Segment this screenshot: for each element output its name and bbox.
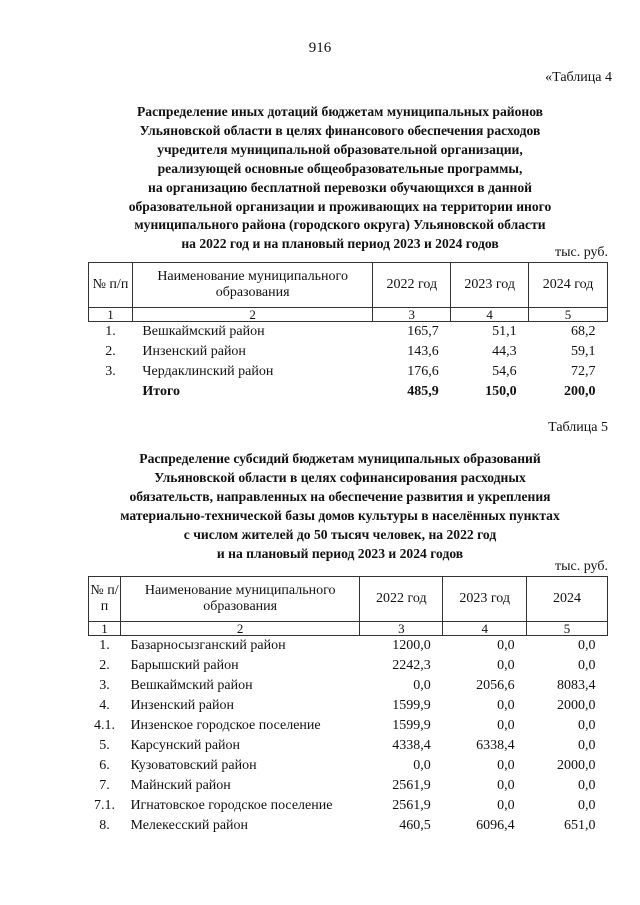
cell: 72,7 [571,364,596,379]
cell: 5. [99,738,110,753]
table4-unit: тыс. руб. [555,245,608,260]
cell: 2022 год [373,263,451,308]
cell: Базарносызганский район [130,638,286,653]
cell: 2056,6 [476,678,515,693]
cell: 2. [105,344,116,359]
cell: 5 [529,308,608,322]
cell: 8. [99,818,110,833]
title-line: образовательной организации и проживающих на территории иного [128,198,552,214]
cell: 2 [120,622,359,636]
table-row [89,796,608,816]
table5-title [90,450,590,563]
cell: Игнатовское городское поселение [130,798,333,813]
table-row [89,776,608,796]
cell: 2561,9 [392,798,431,813]
table4-label: «Таблица 4 [545,70,612,85]
cell: 0,0 [578,658,596,673]
title-line: реализующей основные общеобразовательные программы, [157,160,523,176]
cell: 4 [443,622,527,636]
title-line: на организацию бесплатной перевозки обучающихся в данной [148,179,532,195]
column-number-row [89,308,608,322]
cell: 3 [360,622,443,636]
cell: 165,7 [407,324,439,339]
cell: 6096,4 [476,818,515,833]
cell: 1. [99,638,110,653]
cell: 0,0 [578,778,596,793]
cell: 0,0 [497,718,515,733]
cell: 4 [451,308,529,322]
cell: Инзенский район [130,698,234,713]
cell: 200,0 [564,384,596,399]
cell: Чердаклинский район [142,364,274,379]
cell: 54,6 [492,364,517,379]
cell: Наименование муниципального образования [120,577,359,622]
table-row [89,716,608,736]
table4-title [90,103,590,254]
table-row [89,736,608,756]
cell: 150,0 [485,384,517,399]
cell: 2024 год [529,263,608,308]
cell: 2 [132,308,372,322]
cell: Кузоватовский район [130,758,257,773]
title-line: Ульяновской области в целях софинансирования расходных [154,469,526,485]
cell: 0,0 [413,678,431,693]
header-row [89,263,608,308]
cell: Вешкаймский район [142,324,265,339]
cell: 2024 [527,577,608,622]
table5-unit: тыс. руб. [555,559,608,574]
title-line: обязательств, направленных на обеспечение развития и укрепления [129,488,551,504]
cell: 6338,4 [476,738,515,753]
cell: 0,0 [578,718,596,733]
cell: 0,0 [578,738,596,753]
cell: 1200,0 [392,638,431,653]
total-row [89,382,608,402]
cell: 3. [99,678,110,693]
cell: 2023 год [451,263,529,308]
cell: 0,0 [497,698,515,713]
cell: 1. [105,324,116,339]
column-number-row [89,622,608,636]
title-line: и на плановый период 2023 и 2024 годов [216,545,464,561]
table-row [89,756,608,776]
cell: 2023 год [443,577,527,622]
header-row [89,577,608,622]
cell [89,382,133,402]
cell: 460,5 [399,818,431,833]
cell: 7. [99,778,110,793]
cell: 5 [527,622,608,636]
table-row [89,656,608,676]
cell: 1599,9 [392,698,431,713]
table-row [89,676,608,696]
cell: 6. [99,758,110,773]
table-row [89,362,608,382]
cell: 3. [105,364,116,379]
cell: 4. [99,698,110,713]
cell: 2561,9 [392,778,431,793]
cell: 4338,4 [392,738,431,753]
cell: 2022 год [360,577,443,622]
cell: 0,0 [497,798,515,813]
cell: 2000,0 [557,698,596,713]
cell: 59,1 [571,344,596,359]
cell: Инзенское городское поселение [130,718,321,733]
cell: Наименование муниципального образования [132,263,372,308]
cell: № п/п [89,263,133,308]
cell: 4.1. [93,718,115,733]
table4 [88,262,608,402]
cell: 143,6 [407,344,439,359]
cell: Карсунский район [130,738,241,753]
cell: Инзенский район [142,344,246,359]
table-row [89,342,608,362]
cell: 8083,4 [557,678,596,693]
cell: 2242,3 [392,658,431,673]
title-line: Ульяновской области в целях финансового обеспечения расходов [139,122,541,138]
title-line: Распределение субсидий бюджетам муниципальных образований [139,451,541,466]
cell: 1599,9 [392,718,431,733]
table-row [89,636,608,657]
cell: 0,0 [497,758,515,773]
table5 [88,576,608,836]
cell: 0,0 [578,638,596,653]
cell: 2. [99,658,110,673]
cell: Мелекесский район [130,818,249,833]
cell: 68,2 [571,324,596,339]
cell: 3 [373,308,451,322]
cell: Майнский район [130,778,231,793]
cell: 7.1. [93,798,115,813]
cell: 51,1 [492,324,517,339]
title-line: учредителя муниципальной образовательной организации, [157,141,523,157]
title-line: муниципального района (городского округа) Ульяновской области [134,217,546,233]
cell: 485,9 [407,384,439,399]
cell: 651,0 [564,818,596,833]
title-line: с числом жителей до 50 тысяч человек, на 2022 год [183,526,497,542]
cell: № п/п [89,577,121,622]
cell: 0,0 [413,758,431,773]
cell: 44,3 [492,344,517,359]
cell: Барышский район [130,658,239,673]
cell: Итого [142,384,180,399]
table-row [89,696,608,716]
cell: 176,6 [407,364,439,379]
title-line: материально-технической базы домов культуры в населённых пунктах [120,507,560,523]
cell: 1 [89,622,121,636]
table-row [89,816,608,836]
cell: 0,0 [497,658,515,673]
cell: 1 [89,308,133,322]
cell: 0,0 [497,778,515,793]
cell: 2000,0 [557,758,596,773]
title-line: Распределение иных дотаций бюджетам муниципальных районов [136,104,544,119]
table5-label: Таблица 5 [548,420,608,435]
page-number: 916 [308,40,332,56]
title-line: на 2022 год и на плановый период 2023 и 2024 годов [181,236,499,252]
cell: 0,0 [578,798,596,813]
cell: 0,0 [497,638,515,653]
table-row [89,322,608,343]
cell: Вешкаймский район [130,678,253,693]
